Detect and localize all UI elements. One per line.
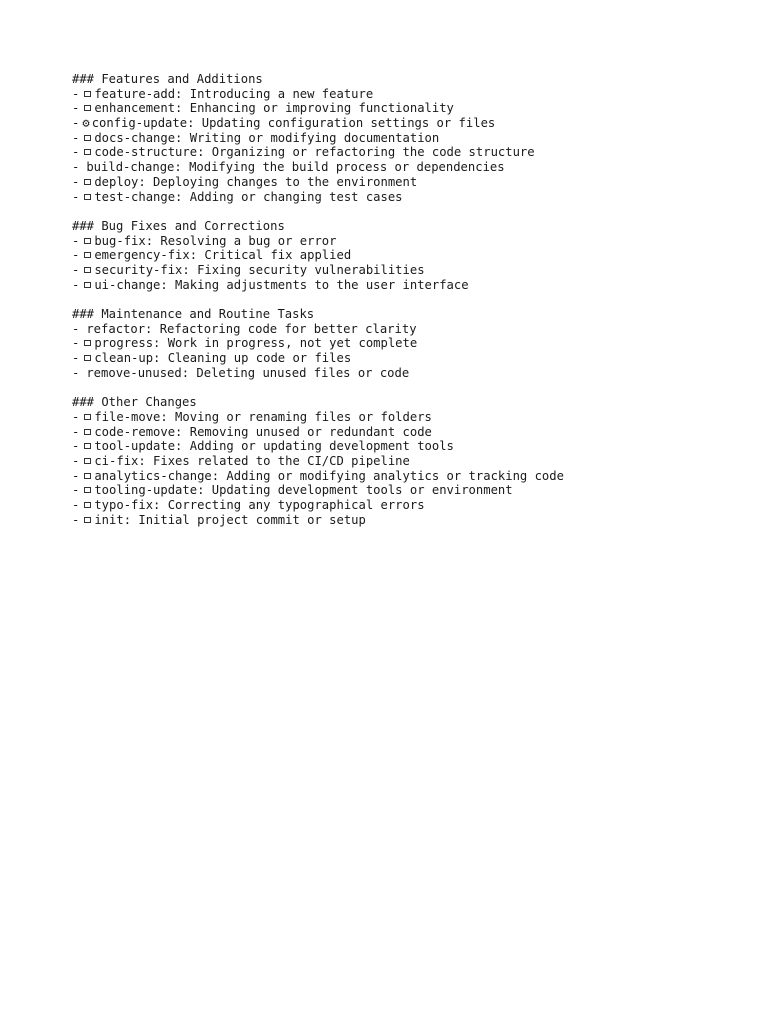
list-item: [72, 263, 564, 278]
section-spacer: [72, 292, 564, 307]
list-item-text: feature-add: Introducing a new feature: [94, 86, 374, 101]
bullet-dash: -: [72, 130, 80, 145]
document-body: [72, 72, 564, 527]
bullet-dash: -: [72, 101, 80, 116]
missing-glyph-icon: [84, 429, 91, 435]
list-item: [72, 190, 564, 205]
bullet-dash: -: [72, 424, 80, 439]
list-item: [72, 366, 564, 381]
missing-glyph-icon: [84, 179, 91, 185]
bullet-dash: -: [72, 512, 80, 527]
list-item: [72, 160, 564, 175]
list-item-text: progress: Work in progress, not yet complete: [94, 336, 418, 351]
list-item-text: config-update: Updating configuration settings or files: [91, 116, 496, 131]
bullet-dash: -: [72, 248, 80, 263]
bullet-dash: -: [72, 336, 80, 351]
list-item: [72, 101, 564, 116]
list-item-text: enhancement: Enhancing or improving functionality: [94, 101, 454, 116]
bullet-dash: -: [72, 174, 80, 189]
missing-glyph-icon: [84, 91, 91, 97]
missing-glyph-icon: [84, 267, 91, 273]
list-item-text: analytics-change: Adding or modifying analytics or tracking code: [94, 468, 564, 483]
list-item: [72, 439, 564, 454]
list-item-text: ci-fix: Fixes related to the CI/CD pipeline: [94, 453, 410, 468]
bullet-dash: -: [72, 233, 80, 248]
list-item: [72, 322, 564, 337]
bullet-dash: -: [72, 453, 80, 468]
bullet-dash: -: [72, 468, 80, 483]
section-heading: ### Bug Fixes and Corrections: [72, 218, 285, 233]
missing-glyph-icon: [84, 502, 91, 508]
section-heading: ### Features and Additions: [72, 72, 263, 86]
list-item: [72, 498, 564, 513]
list-item: [72, 351, 564, 366]
bullet-dash: -: [72, 86, 80, 101]
list-item: [72, 425, 564, 440]
list-item: [72, 116, 564, 131]
bullet-dash: -: [72, 439, 80, 454]
missing-glyph-icon: [84, 414, 91, 420]
missing-glyph-icon: [84, 149, 91, 155]
list-item-text: build-change: Modifying the build process or dependencies: [86, 160, 505, 175]
list-item-text: remove-unused: Deleting unused files or code: [86, 365, 410, 380]
list-item: [72, 234, 564, 249]
bullet-dash: -: [72, 365, 80, 380]
bullet-dash: -: [72, 160, 80, 175]
list-item: [72, 131, 564, 146]
missing-glyph-icon: [84, 252, 91, 258]
list-item-text: typo-fix: Correcting any typographical errors: [94, 497, 425, 512]
list-item: [72, 278, 564, 293]
section-heading: ### Other Changes: [72, 395, 197, 410]
section-spacer: [72, 380, 564, 395]
list-item: [72, 175, 564, 190]
missing-glyph-icon: [84, 340, 91, 346]
list-item: [72, 145, 564, 160]
bullet-dash: -: [72, 277, 80, 292]
list-item-text: clean-up: Cleaning up code or files: [94, 351, 352, 366]
gear-icon: ⚙: [82, 116, 90, 131]
missing-glyph-icon: [84, 355, 91, 361]
list-item-text: docs-change: Writing or modifying documentation: [94, 130, 440, 145]
list-item-text: bug-fix: Resolving a bug or error: [94, 233, 337, 248]
list-item-text: emergency-fix: Critical fix applied: [94, 248, 352, 263]
list-item-text: test-change: Adding or changing test cases: [94, 189, 403, 204]
bullet-dash: -: [72, 351, 80, 366]
list-item-text: code-structure: Organizing or refactoring the code structure: [94, 145, 535, 160]
missing-glyph-icon: [84, 473, 91, 479]
bullet-dash: -: [72, 262, 80, 277]
bullet-dash: -: [72, 189, 80, 204]
missing-glyph-icon: [84, 194, 91, 200]
bullet-dash: -: [72, 145, 80, 160]
list-item: [72, 336, 564, 351]
list-item-text: deploy: Deploying changes to the environment: [94, 174, 418, 189]
missing-glyph-icon: [84, 105, 91, 111]
list-item: [72, 454, 564, 469]
missing-glyph-icon: [84, 517, 91, 523]
list-item-text: refactor: Refactoring code for better clarity: [86, 321, 417, 336]
bullet-dash: -: [72, 321, 80, 336]
list-item-text: init: Initial project commit or setup: [94, 512, 366, 527]
list-item: [72, 513, 564, 528]
missing-glyph-icon: [84, 282, 91, 288]
missing-glyph-icon: [84, 487, 91, 493]
missing-glyph-icon: [84, 238, 91, 244]
list-item-text: security-fix: Fixing security vulnerabilities: [94, 262, 425, 277]
list-item-text: ui-change: Making adjustments to the user interface: [94, 277, 469, 292]
missing-glyph-icon: [84, 443, 91, 449]
list-item-text: tooling-update: Updating development tools or environment: [94, 483, 513, 498]
list-item-text: tool-update: Adding or updating development tools: [94, 439, 454, 454]
list-item-text: file-move: Moving or renaming files or folders: [94, 409, 432, 424]
section-spacer: [72, 204, 564, 219]
list-item-text: code-remove: Removing unused or redundant code: [94, 424, 432, 439]
section-heading: ### Maintenance and Routine Tasks: [72, 307, 315, 321]
bullet-dash: -: [72, 409, 80, 424]
bullet-dash: -: [72, 116, 80, 131]
list-item: [72, 248, 564, 263]
missing-glyph-icon: [84, 135, 91, 141]
list-item: [72, 483, 564, 498]
list-item: [72, 410, 564, 425]
list-item: [72, 469, 564, 484]
missing-glyph-icon: [84, 458, 91, 464]
bullet-dash: -: [72, 483, 80, 498]
list-item: [72, 87, 564, 102]
bullet-dash: -: [72, 497, 80, 512]
